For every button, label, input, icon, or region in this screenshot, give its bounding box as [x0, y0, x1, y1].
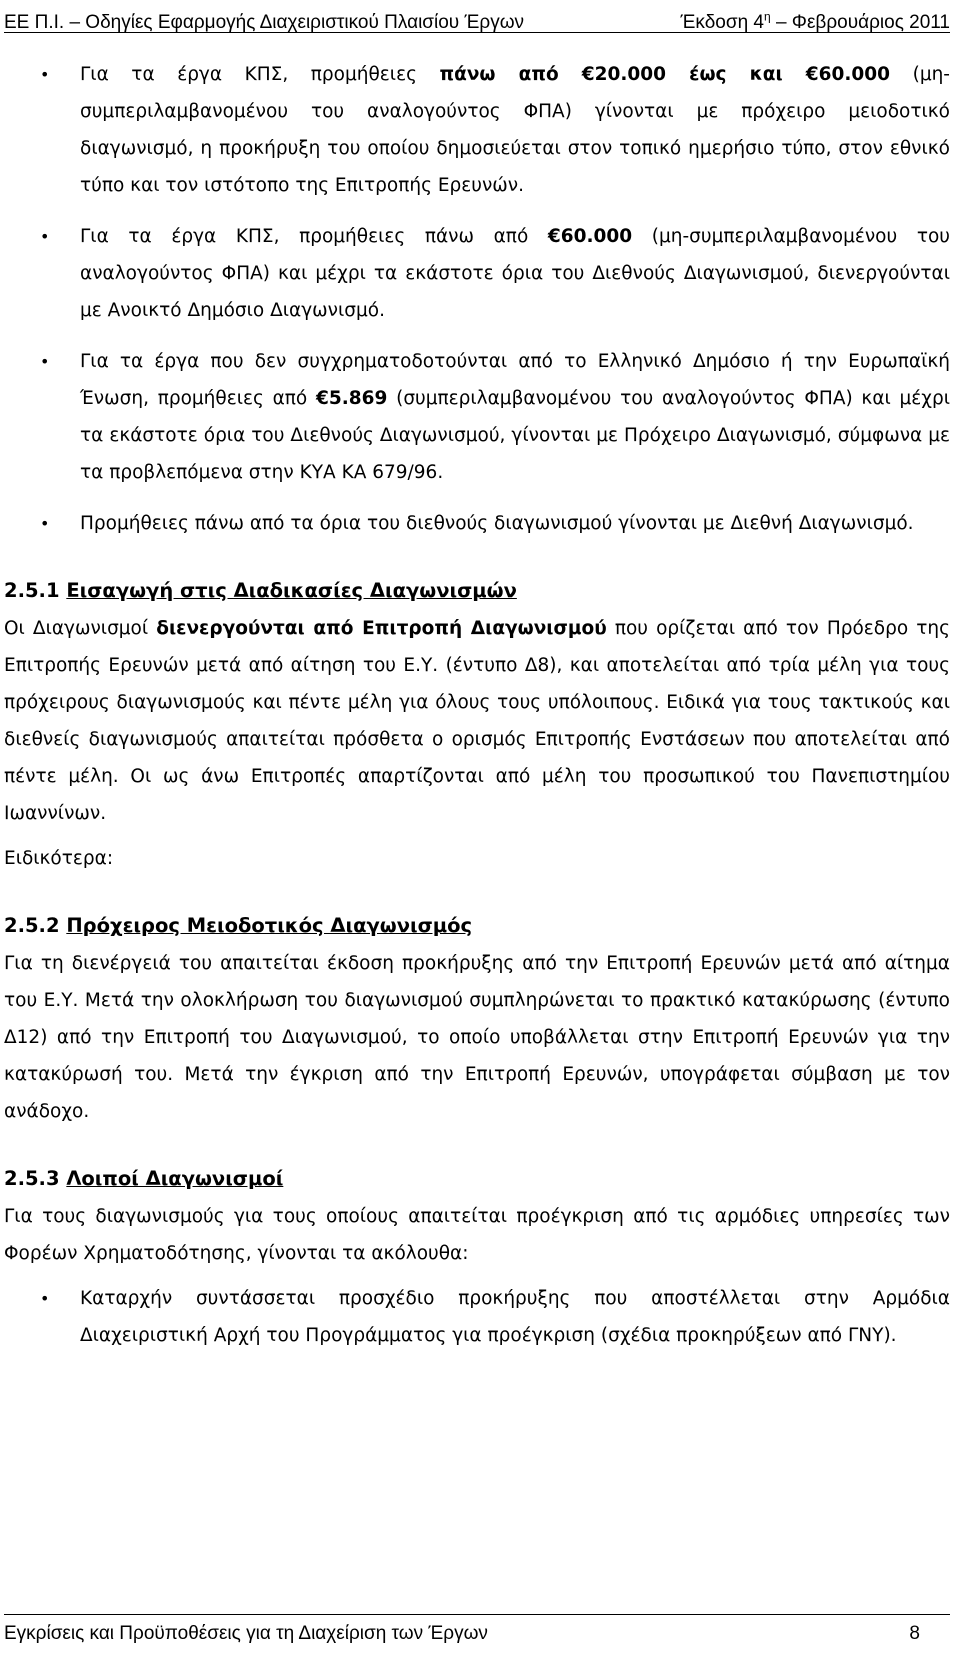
document-body	[4, 56, 950, 1368]
list-item	[4, 505, 950, 542]
list-item	[4, 343, 950, 491]
section-paragraph: Για τη διενέργειά του απαιτείται έκδοση προκήρυξης από την Επιτροπή Ερευνών μετά από αίτημα του Ε.Υ. Μετά την ολοκλήρωση του διαγωνισμού συμπληρώνεται το πρακτικό κατακύρωσης (έντυπο Δ12) από την Επιτροπή του Διαγωνισμού, το οποίο υποβάλλεται στην Επιτροπή Ερευνών για την κατακύρωσή του. Μετά την έγκριση από την Επιτροπή Ερευνών, υπογράφεται σύμβαση με τον ανάδοχο.	[4, 953, 950, 1122]
section-number: 2.5.1	[4, 579, 67, 602]
tender-steps-list	[4, 1280, 950, 1354]
section-title: Εισαγωγή στις Διαδικασίες Διαγωνισμών	[66, 579, 517, 602]
section-number: 2.5.2	[4, 914, 67, 937]
section-number: 2.5.3	[4, 1167, 67, 1190]
section-heading-2-5-2	[4, 911, 950, 941]
section-heading-2-5-1	[4, 576, 950, 606]
list-item-bold: €5.869	[315, 388, 388, 409]
page-number: 8	[909, 1622, 920, 1644]
paragraph-text: Οι Διαγωνισμοί	[4, 618, 157, 639]
list-item-text: Για τα έργα ΚΠΣ, προμήθειες	[80, 64, 440, 85]
list-item-text: Για τα έργα που δεν συγχρηματοδοτούνται από το Ελληνικό Δημόσιο ή την Ευρωπαϊκή Ένωση, προμήθειες από	[80, 351, 950, 409]
bullet-icon: •	[40, 514, 50, 533]
header-rule	[4, 32, 950, 33]
section-paragraph	[4, 610, 950, 832]
list-item-bold: πάνω από €20.000 έως και €60.000	[439, 64, 891, 85]
bullet-icon: •	[40, 65, 50, 84]
list-item-text: Προμήθειες πάνω από τα όρια του διεθνούς διαγωνισμού γίνονται με Διεθνή Διαγωνισμό.	[80, 513, 914, 534]
header-title: ΕΕ Π.Ι. – Οδηγίες Εφαρμογής Διαχειριστικού Πλαισίου Έργων	[4, 12, 525, 33]
list-item-text: Καταρχήν συντάσσεται προσχέδιο προκήρυξης που αποστέλλεται στην Αρμόδια Διαχειριστική Αρχή του Προγράμματος για προέγκριση (σχέδια προκηρύξεων από ΓΝΥ).	[80, 1288, 950, 1346]
list-item	[4, 218, 950, 329]
section-title: Λοιποί Διαγωνισμοί	[66, 1167, 284, 1190]
page-footer	[4, 1614, 950, 1652]
footer-title: Εγκρίσεις και Προϋποθέσεις για τη Διαχείριση των Έργων	[4, 1622, 488, 1644]
list-item	[4, 1280, 950, 1354]
header-edition-sup: η	[763, 9, 771, 24]
list-item-text: (συμπεριλαμβανομένου του αναλογούντος ΦΠΑ) και μέχρι τα εκάστοτε όρια του Διεθνούς Διαγωνισμού, γίνονται με Πρόχειρο Διαγωνισμό, σύμφωνα με τα προβλεπόμενα στην ΚΥΑ ΚΑ 679/96.	[80, 388, 950, 483]
bullet-icon: •	[40, 352, 50, 371]
page-header	[4, 0, 950, 36]
paragraph-bold: διενεργούνται από Επιτροπή Διαγωνισμού	[156, 618, 607, 639]
header-edition-date: – Φεβρουάριος 2011	[770, 12, 950, 33]
list-item-text: (μη-συμπεριλαμβανομένου του αναλογούντος ΦΠΑ) και μέχρι τα εκάστοτε όρια του Διεθνούς Διαγωνισμού, διενεργούνται με Ανοικτό Δημόσιο Διαγωνισμό.	[80, 226, 950, 321]
bullet-icon: •	[40, 227, 50, 246]
list-item-bold: €60.000	[547, 226, 633, 247]
section-heading-2-5-3	[4, 1164, 950, 1194]
header-edition-prefix: Έκδοση 4	[680, 12, 764, 33]
list-item	[4, 56, 950, 204]
procurement-thresholds-list	[4, 56, 950, 542]
section-paragraph: Ειδικότερα:	[4, 848, 114, 869]
paragraph-text: που ορίζεται από τον Πρόεδρο της Επιτροπής Ερευνών μετά από αίτηση του Ε.Υ. (έντυπο Δ8), και αποτελείται από τρία μέλη για τους πρόχειρους διαγωνισμούς και πέντε μέλη για όλους τους υπόλοιπους. Ειδικά για τους τακτικούς και διεθνείς διαγωνισμούς απαιτείται πρόσθετα ο ορισμός Επιτροπής Ενστάσεων που αποτελείται από πέντε μέλη. Οι ως άνω Επιτροπές απαρτίζονται από μέλη του προσωπικού του Πανεπιστημίου Ιωαννίνων.	[4, 618, 950, 824]
bullet-icon: •	[40, 1289, 50, 1308]
section-title: Πρόχειρος Μειοδοτικός Διαγωνισμός	[66, 914, 473, 937]
list-item-text: (μη-συμπεριλαμβανομένου του αναλογούντος ΦΠΑ) γίνονται με πρόχειρο μειοδοτικό διαγωνισμό, η προκήρυξη του οποίου δημοσιεύεται στον τοπικό ημερήσιο τύπο, στον εθνικό τύπο και τον ιστότοπο της Επιτροπής Ερευνών.	[80, 64, 950, 196]
list-item-text: Για τα έργα ΚΠΣ, προμήθειες πάνω από	[80, 226, 548, 247]
section-paragraph: Για τους διαγωνισμούς για τους οποίους απαιτείται προέγκριση από τις αρμόδιες υπηρεσίες των Φορέων Χρηματοδότησης, γίνονται τα ακόλουθα:	[4, 1206, 950, 1264]
